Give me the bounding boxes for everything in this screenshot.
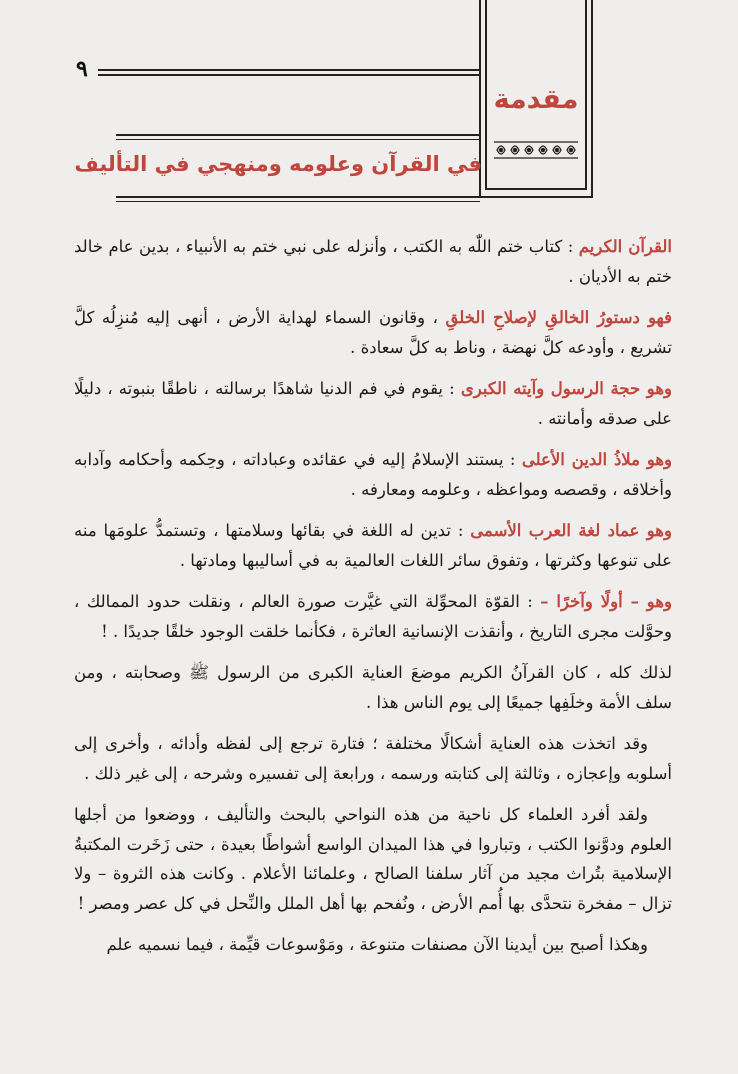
paragraph [74, 232, 672, 291]
header-rule [98, 74, 480, 76]
paragraph-lead: وهو عماد لغة العرب الأسمى [470, 521, 672, 540]
header-rule [98, 69, 480, 71]
subtitle-rule [116, 201, 480, 202]
paragraph [74, 445, 672, 504]
paragraph-lead: القرآن الكريم [578, 237, 672, 256]
paragraph-text: ، وقانون السماء لهداية الأرض ، أنهى إليه مُنزِلُه كلَّ تشريع ، وأودعه كلَّ نهضة ، وناط به كلَّ سعادة . [74, 308, 672, 357]
paragraph-lead: وهو حجة الرسول وآيته الكبرى [460, 379, 672, 398]
body-text [74, 232, 672, 972]
ornament-band-icon [493, 140, 579, 160]
paragraph-text: وهكذا أصبح بين أيدينا الآن مصنفات متنوعة ، ومَوْسوعات قيِّمة ، فيما نسميه علم [106, 935, 648, 954]
paragraph-lead: فهو دستورُ الخالقِ لإصلاحِ الخلقِ [445, 308, 672, 327]
chapter-subtitle: في القرآن وعلومه ومنهجي في التأليف [74, 152, 482, 176]
paragraph-lead: وهو ملاذُ الدين الأعلى [521, 450, 673, 469]
paragraph-lead: وهو – أولًا وآخرًا – [540, 592, 672, 611]
paragraph [74, 374, 672, 433]
paragraph-text: : يقوم في فم الدنيا شاهدًا برسالته ، ناطقًا بنبوته ، دليلًا على صدقه وأمانته . [74, 379, 672, 428]
paragraph [74, 658, 672, 717]
paragraph-text: : القوّة المحوِّلة التي غيَّرت صورة العالم ، ونقلت حدود الممالك ، وحوَّلت مجرى التاريخ ، وأنقذت الإنسانية العاثرة ، فكأنما خلقت الوجود خلقًا جديدًا . ! [74, 592, 672, 641]
paragraph [74, 587, 672, 646]
paragraph-text: : تدين له اللغة في بقائها وسلامتها ، وتستمدُّ علومَها منه على تنوعها وكثرتها ، وتفوق سائر اللغات العالمية به في أساليبها ومادتها . [74, 521, 672, 570]
paragraph-text: لذلك كله ، كان القرآنُ الكريم موضعَ العناية الكبرى من الرسول ﷺ وصحابته ، ومن سلف الأمة وخلَفِها جميعًا إلى يوم الناس هذا . [74, 663, 672, 712]
subtitle-rule [116, 139, 480, 140]
subtitle-rule [116, 134, 480, 136]
intro-title: مقدمة [493, 84, 579, 115]
paragraph [74, 800, 672, 918]
paragraph-text: : يستند الإسلامُ إليه في عقائده وعباداته ، وحِكمه وأحكامه وآدابه وأخلاقه ، وقصصه ومواعظه ، وعلومه ومعارفه . [74, 450, 672, 499]
paragraph [74, 930, 672, 960]
paragraph-text: : كتاب ختم اللّٰه به الكتب ، وأنزله على نبي ختم به الأنبياء ، بدين عام خالد ختم به الأديان . [74, 237, 672, 286]
paragraph-text: ولقد أفرد العلماء كل ناحية من هذه النواحي بالبحث والتأليف ، ووضعوا من أجلها العلوم ودوَّنوا الكتب ، وتباروا في هذا الميدان الواسع أشواطًا بعيدة ، حتى زَخَرت المكتبةُ الإسلامية بتُراث مجيد من آثار سلفنا الصالح ، وعلمائنا الأعلام . وكانت هذه الثروة – ولا تزال – مفخرة نتحدَّى بها أُمم الأرض ، ونُفحم بها أهل الملل والنِّحل في كل عصر ومصر ! [74, 805, 672, 913]
subtitle-rule [116, 196, 480, 198]
paragraph [74, 303, 672, 362]
paragraph [74, 516, 672, 575]
page-number: ٩ [76, 56, 88, 82]
paragraph [74, 729, 672, 788]
paragraph-text: وقد اتخذت هذه العناية أشكالًا مختلفة ؛ فتارة ترجع إلى لفظه وأدائه ، وأخرى إلى أسلوبه وإعجازه ، وثالثة إلى كتابته ورسمه ، ورابعة إلى تفسيره وشرحه ، إلى غير ذلك . [74, 734, 672, 783]
